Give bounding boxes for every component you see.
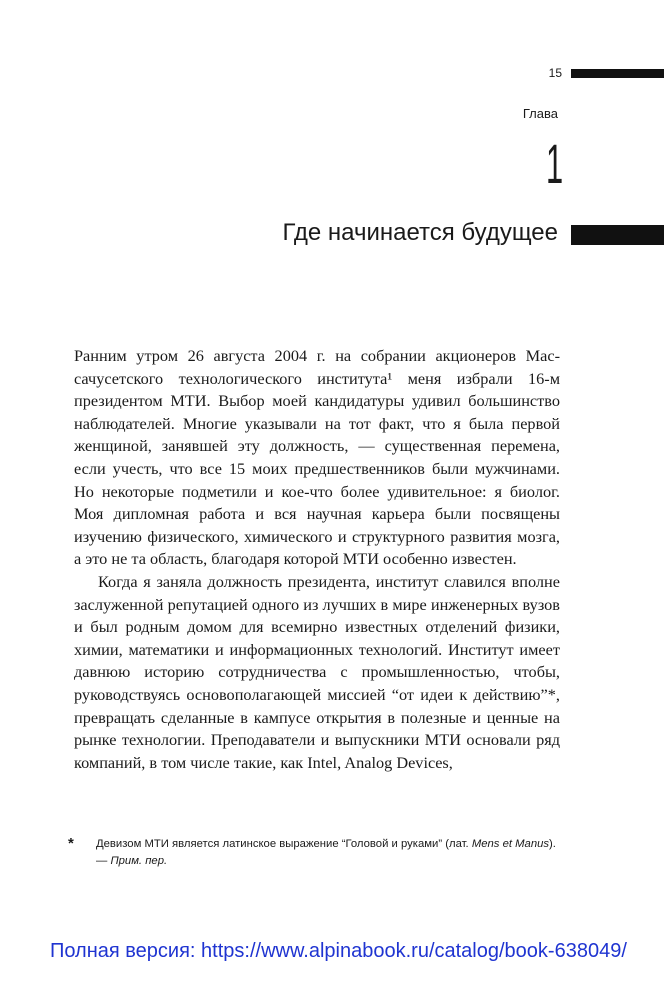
footnote-text xyxy=(74,836,560,870)
chapter-label: Глава xyxy=(522,106,558,121)
footnote-text-before: Девизом МТИ является латинское выражение “Головой и руками” (лат. xyxy=(96,838,472,850)
paragraph: Когда я заняла должность президента, институт славился вполне заслуженной репутацией одного из лучших в мире инженерных вузов и был родным домом для всемирно известных отделений физики, химии, математики и информационных технологий. Институт имеет давнюю историю сотрудничества с промышленностью, чтобы, руководствуясь основополагающей миссией “от идеи к действию”*, превращать сделанные в кампусе открытия в полезные и ценные на рынке технологии. Преподаватели и выпускники МТИ основали ряд компаний, в том числе такие, как Intel, Analog Devices, xyxy=(74,571,560,772)
chapter-title: Где начинается будущее xyxy=(282,219,558,246)
footnote xyxy=(68,835,560,870)
footnote-translator-note: Прим. пер. xyxy=(110,855,168,867)
body-text xyxy=(74,345,560,774)
chapter-number: 1 xyxy=(545,132,563,195)
header-rule xyxy=(571,69,664,78)
footnote-marker: * xyxy=(68,835,74,852)
footnote-text-middle: ). — xyxy=(96,838,556,867)
paragraph: Ранним утром 26 августа 2004 г. на собрании акционеров Массачусетского технологического института¹ меня избрали 16-м президентом МТИ. Выбор моей кандидатуры удивил большинство наблюдателей. Многие указывали на тот факт, что я была первой женщиной, занявшей эту должность, — существенная перемена, если учесть, что все 15 моих предшественников были мужчинами. Но некоторые подметили и кое-что более удивительное: я биолог. Моя дипломная работа и вся научная карьера были посвящены изучению физического, химического и структурного развития мозга, а это не та область, благодаря которой МТИ особенно известен. xyxy=(74,346,560,569)
full-version-link[interactable]: Полная версия: https://www.alpinabook.ru/catalog/book-638049/ xyxy=(50,940,627,962)
footnote-latin-phrase: Mens et Manus xyxy=(471,838,550,850)
chapter-title-rule xyxy=(571,225,664,245)
page-number: 15 xyxy=(548,66,562,80)
